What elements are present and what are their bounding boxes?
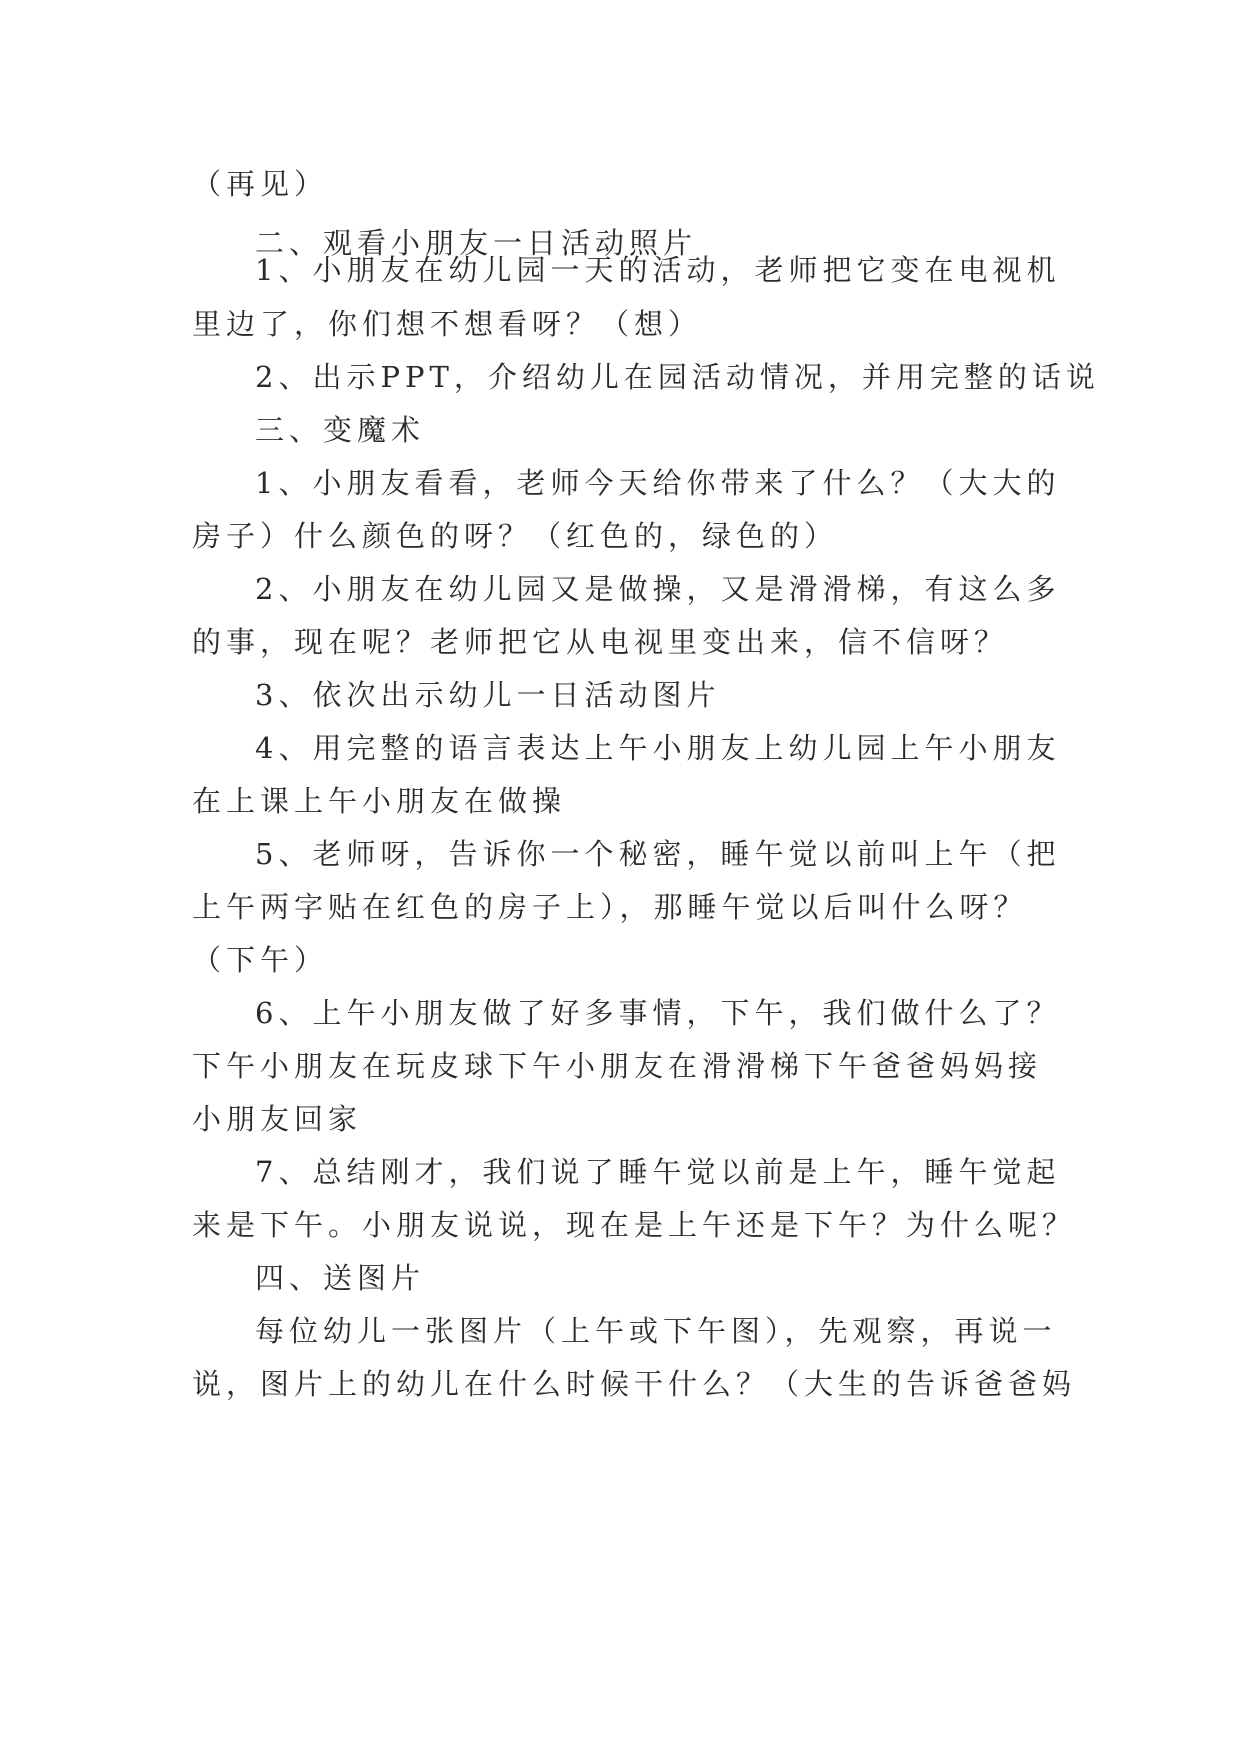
- text-line: 里边了，你们想不想看呀？（想）: [192, 307, 703, 341]
- section-heading: 四、送图片: [255, 1261, 426, 1295]
- text-line: 房子）什么颜色的呀？（红色的，绿色的）: [192, 519, 839, 553]
- text-line: 1、小朋友在幼儿园一天的活动，老师把它变在电视机: [255, 253, 1061, 287]
- text-line: 上午两字贴在红色的房子上），那睡午觉以后叫什么呀？: [192, 890, 1028, 924]
- section-heading: 二、观看小朋友一日活动照片: [255, 226, 698, 260]
- text-line: 的事，现在呢？老师把它从电视里变出来，信不信呀？: [192, 625, 1009, 659]
- text-line: （再见）: [192, 167, 329, 201]
- text-line: 小朋友回家: [192, 1102, 363, 1136]
- section-heading: 三、变魔术: [255, 413, 426, 447]
- text-line: 3、依次出示幼儿一日活动图片: [255, 678, 721, 712]
- text-line: 5、老师呀，告诉你一个秘密，睡午觉以前叫上午（把: [255, 837, 1061, 871]
- text-line: 7、总结刚才，我们说了睡午觉以前是上午，睡午觉起: [255, 1155, 1061, 1189]
- text-line: 6、上午小朋友做了好多事情，下午，我们做什么了？: [255, 996, 1061, 1030]
- text-line: 每位幼儿一张图片（上午或下午图），先观察，再说一: [255, 1314, 1057, 1348]
- text-line: 在上课上午小朋友在做操: [192, 784, 567, 818]
- text-line: 下午小朋友在玩皮球下午小朋友在滑滑梯下午爸爸妈妈接: [192, 1049, 1043, 1083]
- text-line: 2、小朋友在幼儿园又是做操，又是滑滑梯，有这么多: [255, 572, 1061, 606]
- text-line: 4、用完整的语言表达上午小朋友上幼儿园上午小朋友: [255, 731, 1061, 765]
- text-line: 说，图片上的幼儿在什么时候干什么？（大生的告诉爸爸妈: [192, 1367, 1077, 1401]
- text-line: 1、小朋友看看，老师今天给你带来了什么？（大大的: [255, 466, 1061, 500]
- text-line: （下午）: [192, 943, 329, 977]
- text-line: 来是下午。小朋友说说，现在是上午还是下午？为什么呢？: [192, 1208, 1077, 1242]
- text-line: 2、出示PPT，介绍幼儿在园活动情况，并用完整的话说: [255, 360, 1100, 394]
